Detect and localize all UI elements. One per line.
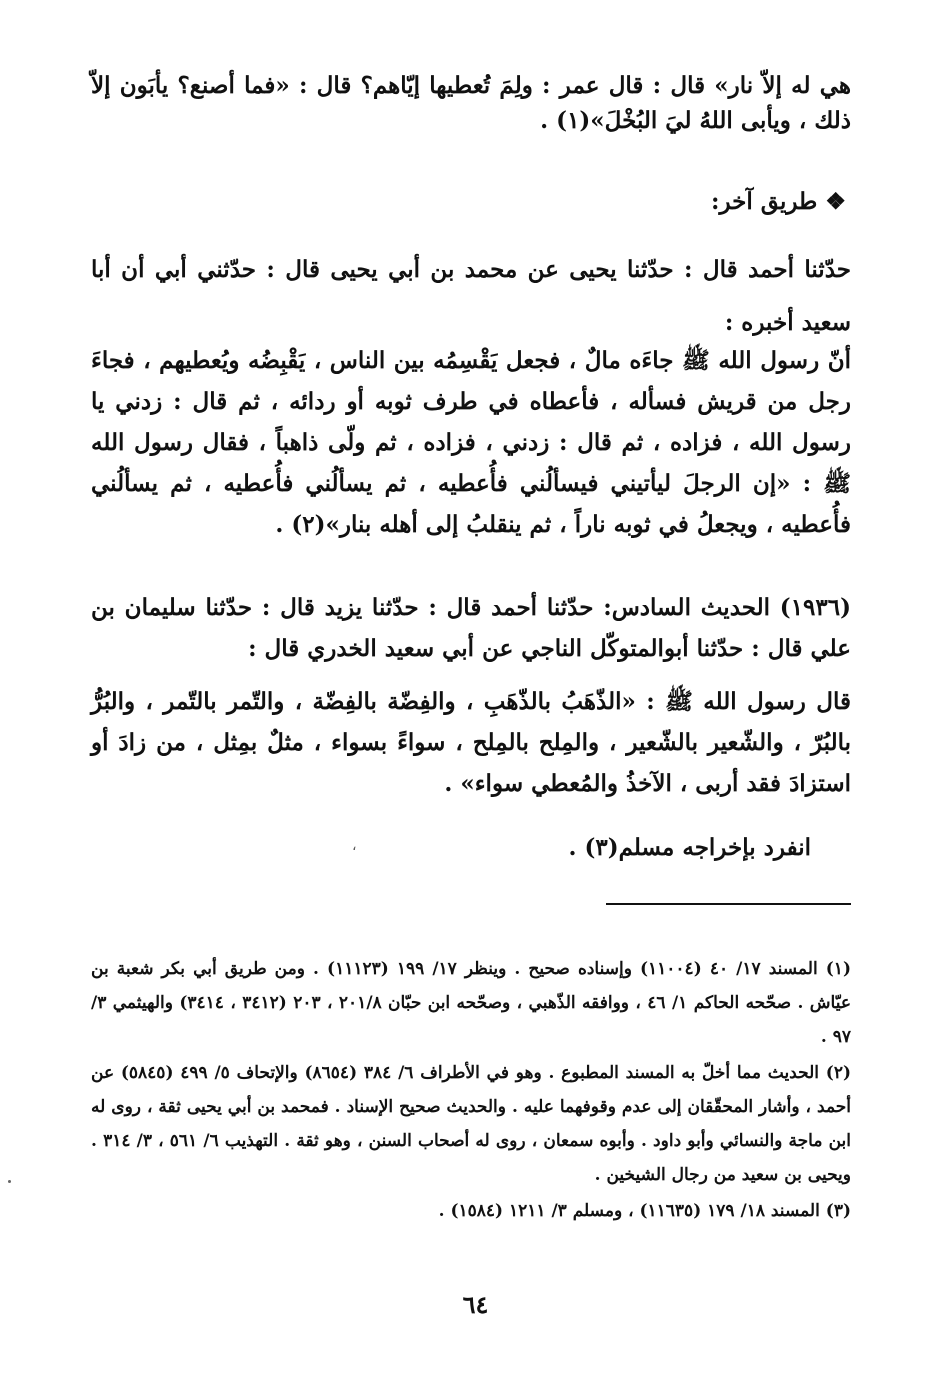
scan-speck — [8, 1180, 11, 1183]
footnote-2: (٢) الحديث مما أخلّ به المسند المطبوع . وهو في الأطراف ٦/ ٣٨٤ (٨٦٥٤) والإتحاف ٥/ ٤٩٩ (٥٨٤٥) عن أحمد ، وأشار المحقّقان إلى عدم وقوفهما عليه . والحديث صحيح الإسناد . فمحمد بن أبي يحيى ثقة ، روى له ابن ماجة والنسائي وأبو داود . وأبوه سمعان ، روى له أصحاب السنن ، وهو ثقة . التهذيب ٦/ ٥٦١ ، ٣/ ٣١٤ . ويحيى بن سعيد من رجال الشيخين . — [91, 1063, 851, 1185]
footnotes — [91, 952, 851, 1230]
paragraph-hadith-1936: (١٩٣٦) الحديث السادس: حدّثنا أحمد قال : حدّثنا يزيد قال : حدّثنا سليمان بن علي قال : حدّثنا أبوالمتوكّل الناجي عن أبي سعيد الخدري قال : — [91, 594, 851, 662]
footnote-1: (١) المسند ١٧/ ٤٠ (١١٠٠٤) وإسناده صحيح . وينظر ١٧/ ١٩٩ (١١١٢٣) . ومن طريق أبي بكر شعبة بن عيّاش . صحّحه الحاكم ١/ ٤٦ ، ووافقه الذّهبي ، وصحّحه ابن حبّان ٢٠١/٨ ، ٢٠٣ (٣٤١٢ ، ٣٤١٤) والهيثمي ٣/ ٩٧ . — [91, 959, 851, 1047]
footnote-3: (٣) المسند ١٨/ ١٧٩ (١١٦٣٥) ، ومسلم ٣/ ١٢١١ (١٥٨٤) . — [438, 1201, 851, 1221]
stray-ink-mark: ، — [352, 838, 357, 854]
paragraph-continuation: هي له إلاّ نار» قال : قال عمر : ولِمَ تُعطيها إيّاهم؟ قال : «فما أصنع؟ يأبَون إلاّ ذلك ، ويأبى اللهُ ليَ البُخْلَ»(١) . — [91, 72, 851, 134]
paragraph-isnad: حدّثنا أحمد قال : حدّثنا يحيى عن محمد بن أبي يحيى قال : حدّثني أبي أن أبا سعيد أخبره : — [91, 256, 851, 336]
paragraph-hadith-matn: قال رسول الله ﷺ : «الذّهَبُ بالذّهَبِ ، والفِضّة بالفِضّة ، والتّمر بالتّمر ، والبُرُّ بالبُرّ ، والشّعير بالشّعير ، والمِلح بالمِلح ، سواءً بسواء ، مثلٌ بمِثل ، من زادَ أو استزادَ فقد أربى ، الآخذُ والمُعطي سواء» . — [91, 688, 851, 797]
page-number: ٦٤ — [462, 1290, 489, 1319]
paragraph-takhrij-note: انفرد بإخراجه مسلم(٣) . — [568, 834, 811, 861]
section-heading: ❖ طريق آخر: — [710, 188, 846, 215]
footnote-separator — [606, 903, 851, 905]
paragraph-hadith-text: أنّ رسول الله ﷺ جاءَه مالٌ ، فجعل يَقْسِمُه بين الناس ، يَقْبِضُه ويُعطيهم ، فجاءَ رجل من قريش فسأله ، فأعطاه في طرف ثوبه أو ردائه ، ثم قال : زدني يا رسول الله ، فزاده ، ثم قال : زدني ، فزاده ، ثم ولّى ذاهباً ، فقال رسول الله ﷺ : «إن الرجلَ ليأتيني فيسألُني فأُعطيه ، ثم يسألُني فأُعطيه ، ثم يسألُني فأُعطيه ، ويجعلُ في ثوبه ناراً ، ثم ينقلبُ إلى أهله بنار»(٢) . — [91, 347, 851, 538]
